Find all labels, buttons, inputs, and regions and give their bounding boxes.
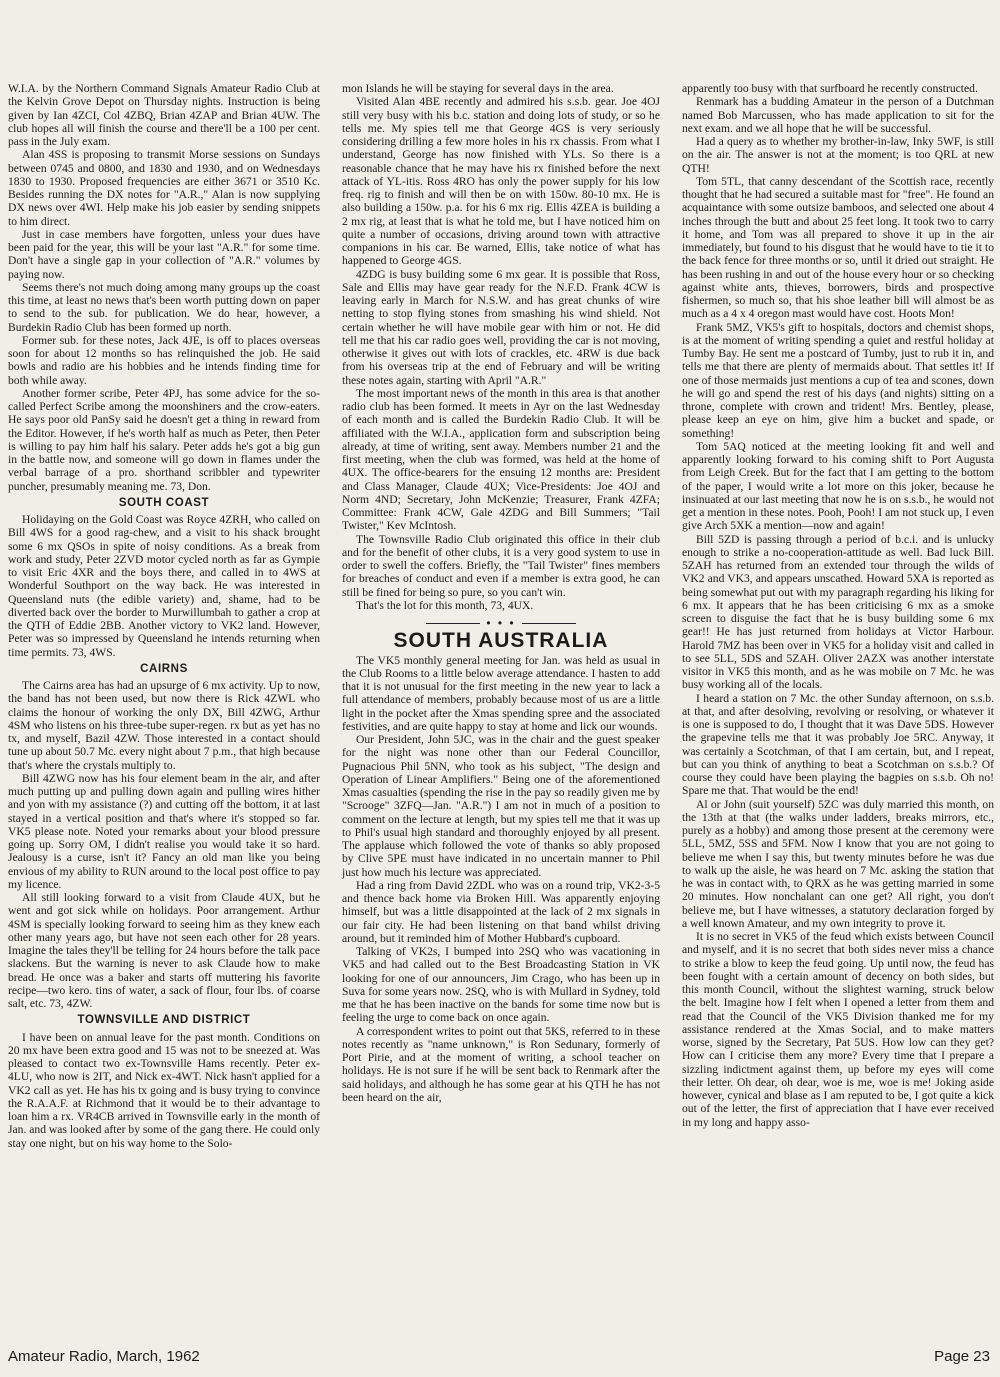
paragraph: apparently too busy with that surfboard he recently constructed. xyxy=(682,82,978,95)
footer-page-number: Page 23 xyxy=(934,1348,990,1365)
paragraph: A correspondent writes to point out that 5KS, referred to in these notes recently as "name unknown," is Ron Sedunary, formerly of Port Pirie, and at the moment of writing, a school teacher on holidays. He is not sure if he will be sent back to Renmark after the said holidays, and although he has some gear at his QTH he has not been heard on the air, xyxy=(342,1024,660,1104)
column-middle xyxy=(342,82,660,1104)
paragraph: Former sub. for these notes, Jack 4JE, is off to places overseas soon for about 12 months so has relinquished the job. He said bowls and radio are his hobbies and he intends finding time for both while away. xyxy=(8,333,320,387)
paragraph: Talking of VK2s, I bumped into 2SQ who was vacationing in VK5 and had called out to the Best Broadcasting Station in VK looking for one of our announcers, Jim Crago, who has been up in Suva for some years now. 2SQ, who is with Mullard in Sydney, told me that he has been inactive on the bands for some time now but is feeling the urge to come back on once again. xyxy=(342,945,660,1025)
paragraph: The Cairns area has had an upsurge of 6 mx activity. Up to now, the band has not been used, but now there is Rick 4ZWL who claims the honour of working the only DX, Bill 4ZWG, Arthur 4SM who listens on his three-tube super-regen. rx but as yet has no tx, and myself, Bazil 4ZW. Those interested in a contact should tune up about 50.7 Mc. every night about 7 p.m., that high because that's where the crystals multiply to. xyxy=(8,679,320,772)
paragraph: That's the lot for this month, 73, 4UX. xyxy=(356,598,534,612)
paragraph: Tom 5TL, that canny descendant of the Scottish race, recently thought that he had secured a suitable mast for "free". He found an acquaintance with some outsize bamboos, and selected one about 4 inches through the butt and about 25 feet long. It took two to carry it home, and Tom was all prepared to shove it up in the air immediately, but found to his disgust that he would have to tie it to the back fence for three months or so, until it dried out straight. He has been rushing in and out of the house every hour or so checking against white ants, thieves, borrowers, birds and prospective fishermen, so much so, that his shoe leather bill will almost be as much as a 4 x 4 oregon mast would have cost. Hoots Mon! xyxy=(682,174,994,321)
paragraph: Renmark has a budding Amateur in the person of a Dutchman named Bob Marcussen, who has made application to sit for the next exam. and we all hope that he will be successful. xyxy=(682,95,994,135)
paragraph: 4ZDG is busy building some 6 mx gear. It is possible that Ross, Sale and Ellis may have gear ready for the N.F.D. Frank 4CW is leaving early in March for N.S.W. and has great chunks of wire netting to stop flying stones from smashing his wind shield. Not certain whether he will have mobile gear with him or not. He did tell me that his car radio goes well, providing the car is not moving, otherwise it gives out with lots of crackles, etc. 4RW is due back from his overseas trip at the end of February and will be writing these notes again, starting with April "A.R." xyxy=(342,267,660,387)
footer-publication: Amateur Radio, March, 1962 xyxy=(8,1348,200,1365)
column-left xyxy=(8,82,320,1150)
paragraph: I heard a station on 7 Mc. the other Sunday afternoon, on s.s.b. at that, and after desolving, revolving or resolving, or whatever it is one is supposed to do, I thought that it was Dave 5DS. However the grapevine tells me that it was probably Joe 5RC. Anyway, it was certainly a Scotchman, of that I am certain, but, and I repeat, but can you think of anything to beat a Scotchman on s.s.b.? Of course they could have been playing the bagpies on s.s.b. Oh no! Spare me that. That would be the end! xyxy=(682,691,994,798)
paragraph: Tom 5AQ noticed at the meeting looking fit and well and apparently looking forward to his coming shift to Port Augusta from Leigh Creek. But for the fact that I am getting to the bottom of the paper, I would write a lot more on this joker, because he insinuated at our last meeting that now he is on s.s.b., he would not get a mention in these notes. Pooh, Pooh! I am not stuck up, I even give Arch 5XK a mention—now and again! xyxy=(682,439,994,533)
section-heading: SOUTH COAST xyxy=(118,496,210,509)
paragraph: mon Islands he will be staying for several days in the area. xyxy=(342,82,614,95)
paragraph: Seems there's not much doing among many groups up the coast this time, at least no news that's been worth putting down on paper to send to the sub. for publication. We do hear, however, a Burdekin Radio Club has been formed up north. xyxy=(8,280,320,334)
paragraph: W.I.A. by the Northern Command Signals Amateur Radio Club at the Kelvin Grove Depot on Thursday nights. Instruction is being given by Ian 4ZCI, Col 4ZBQ, Brian 4ZAP and Brian 4UW. The club hopes all will finish the course and there'll be a 100 per cent. pass in the July exam. xyxy=(8,82,320,148)
paragraph: The Townsville Radio Club originated this office in their club and for the benefit of other clubs, it is a very good system to use in order to swell the coffers. Briefly, the "Tail Twister" fines members for breaches of conduct and even if a member is extra good, he can still be fined for being so pure, so you can't win. xyxy=(342,532,660,599)
paragraph: Bill 5ZD is passing through a period of b.c.i. and is unlucky enough to strike a no-cooperation-attitude as well. Bad luck Bill. 5ZAH has returned from an extended tour through the wilds of VK2 and VK3, and appears unscathed. Howard 5XA is reported as being somewhat put out with my paragraph regarding his liking for 6 mx. It appears that he has been criticising 6 mx as a smoke screen to disguise the fact that he is busy building some 6 mx gear!! He has just returned from holidays at Victor Harbour. Harold 7MZ has been over in VK5 for a holiday visit and called in to see 5LL, 5DS and 5ZAH. Oliver 2AZX was another interstate visitor in VK5 this month, and as he was mobile on 7 Mc. he was busy working all of the locals. xyxy=(682,532,994,692)
paragraph: Holidaying on the Gold Coast was Royce 4ZRH, who called on Bill 4WS for a good rag-chew, and a visit to his shack brought some 6 mx QSOs in spite of noisy conditions. As a break from work and study, Peter 2ZVD motor cycled north as far as Gympie to visit Eric 4XR and the boys there, and called in to 4WS at Wonderful Southport on the way back. He was interested in Queensland nuts (the edible variety) and, shame, had to be diverted back over the border to Murwillumbah to gather a crop at the QTH of Eddie 2BB. Another victory to VK2 land. However, Peter was so impressed by Queensland he intends returning when time permits. 73, 4WS. xyxy=(8,513,320,659)
paragraph: Al or John (suit yourself) 5ZC was duly married this month, on the 13th at that (the walks under ladders, breaks mirrors, etc., purely as a hobby) and among those present at the ceremony were 5LL, 5MZ, 5SS and 5FM. Now I know that you are not going to believe me when I say this, but twenty minutes before he was due to walk up the aisle, he was heard on 7 Mc. asking the station that he was in contact with, to QRX as he was getting married in some 20 minutes. How nonchalant can one get? All right, you don't believe me, but I have witnesses, a statutory declaration forged by a well known Amateur, and my own integrity to prove it. xyxy=(682,797,994,930)
section-title: SOUTH AUSTRALIA xyxy=(393,629,609,653)
paragraph: Had a ring from David 2ZDL who was on a round trip, VK2-3-5 and thence back home via Broken Hill. Was apparently enjoying himself, but was a little disappointed at the lack of 2 mx signals in our fair city. He had been listening on that band whilst driving around, but it reminded him of Mother Hubbard's cupboard. xyxy=(342,878,660,945)
paragraph: Another former scribe, Peter 4PJ, has some advice for the so-called Perfect Scribe among the moonshiners and the crow-eaters. He says poor old PanSy said he doesn't get a thing in reward from the Editor. However, if he's worth half as much as Peter, then Peter is willing to pay him half his salary. Peter adds he's got a big gun in the battle now, and someone will go down in flames under the verbal barrage of a pro. shorthand scribbler and typewriter puncher, presumably meaning me. 73, Don. xyxy=(8,386,320,493)
paragraph: Our President, John 5JC, was in the chair and the guest speaker for the night was none other than our Federal Councillor, Pugnacious Phil 5NN, who took as his subject, "The design and Operation of Linear Amplifiers." Being one of the aforementioned Xmas casualties (spending the rise in the pay so readily given me by "Scrooge" 3ZFQ—Jan. "A.R.") I am not in much of a position to comment on the lecture at length, but my spies tell me that it was up to Phil's usual high standard and thoroughly enjoyed by all present. The applause which followed the vote of thanks so ably proposed by Clive 5PE must have indicated in no uncertain manner to Phil just how much his lecture was appreciated. xyxy=(342,733,660,879)
paragraph: Alan 4SS is proposing to transmit Morse sessions on Sundays between 0745 and 0800, and 1830 and 1930, and on Wednesdays 1830 to 1930. Proposed frequencies are either 3671 or 3510 Kc. Besides running the DX notes for "A.R.," Alan is now supplying DX news over 4WI. Help make his job easier by sending snippets to him direct. xyxy=(8,148,320,228)
paragraph: The VK5 monthly general meeting for Jan. was held as usual in the Club Rooms to a little below average attendance. I hasten to add that it is not unusual for the first meeting in the new year to lack a full attendance of members, probably because most of us are a little light in the pocket after the Xmas spending spree and the associated festivities, and are quite happy to stay at home and lick our wounds. xyxy=(342,653,660,733)
paragraph: I have been on annual leave for the past month. Conditions on 20 mx have been extra good and 15 was not to be sneezed at. Was pleased to contact two ex-Townsville Hams recently. Peter ex-4LU, who now is 2IT, and Nick ex-4WT. Nick hasn't applied for a VK2 call as yet. He has his tx going and is busy trying to convince the R.A.A.F. at Richmond that it would be to their advantage to loan him a rx. VR4CB arrived in Townsville early in the month of Jan. and was looked after by some of the gang there. He could only stay one night, but on his way home to the Solo- xyxy=(8,1030,320,1150)
paragraph: All still looking forward to a visit from Claude 4UX, but he went and got sick while on holidays. Poor arrangement. Arthur 4SM is specially looking forward to seeing him as they knew each other many years ago, but have not seen each other for 28 years. Imagine the tales they'll be telling for 24 hours before the talk pace slackens. But the warning is never to ask Claude how to make bread. He once was a baker and starts off muttering his favorite recipe—two kero. tins of water, a sack of flour, four lbs. of coarse salt, etc. 73, 4ZW. xyxy=(8,891,320,1010)
paragraph: Just in case members have forgotten, unless your dues have been paid for the year, this will be your last "A.R." for some time. Don't have a single gap in your collection of "A.R." volumes by paying now. xyxy=(8,227,320,281)
paragraph: The most important news of the month in this area is that another radio club has been formed. It meets in Ayr on the last Wednesday of each month and is called the Burdekin Radio Club. It will be affiliated with the W.I.A., application form and subscription being already, at time of writing, sent away. Members number 21 and the first meeting, when the club was formed, was held at the home of 4UX. The office-bearers for the ensuing 12 months are: President and Class Manager, Claude 4UX; Vice-Presidents: Joe 4OJ and Norm 4ND; Secretary, John McKenzie; Treasurer, Frank 4ZFA; Committee: Frank 4CW, Gale 4ZDG and Bill Summers; "Tail Twister," Kev McIntosh. xyxy=(342,386,660,533)
section-divider: • • • xyxy=(342,617,660,630)
paragraph: Visited Alan 4BE recently and admired his s.s.b. gear. Joe 4OJ still very busy with his b.c. station and doing lots of study, or so he tells me. My spies tell me that George 4GS is very seriously considering drilling a few more holes in his rx chassis. From what I understand, George has now finished with YLs. So there is a reasonable chance that he may have his rx finished before the next attack of YL-itis. Ross 4RO has only the power supply for his low freq. rig to finish and will then be on with 150w. 80-10 mx. He is also building a 150w. p.a. for his 6 mx rig. Ellis 4ZEA is building a 2 mx rig, at least that is what he told me, but I have noticed him on quite a number of occasions, driving around town with attractive companions in his car. Be warned, Ellis, take notice of what has happened to George 4GS. xyxy=(342,95,660,268)
paragraph: Frank 5MZ, VK5's gift to hospitals, doctors and chemist shops, is at the moment of writing spending a quiet and restful holiday at Tumby Bay. He sent me a postcard of Tumby, just to rub it in, and tells me that there are plenty of mermaids about. That settles it! If one of those mermaids just mentions a cup of tea and scones, down he will go and spend the rest of his days (and nights) sitting on a throne, complete with crown and trident! Mrs. Bentley, please, please keep an eye on him, give him a bucket and spade, or something! xyxy=(682,320,994,440)
paragraph: It is no secret in VK5 of the feud which exists between Council and myself, and it is no secret that both sides never miss a chance to strike a blow to keep the feud going. Up until now, the feud has been fought with a certain amount of decency on both sides, but this month Council, without the slightest warning, struck below the belt. Imagine how I felt when I opened a letter from them and read that the Council of the VK5 Division thanked me for my assistance rendered at the Xmas Social, and to make matters worse, signed by the Secretary, Pat 5US. How low can they get? How can I criticise them any more? Every time that I prepare a sizzling indictment against them, up before my eyes will come their letter. Oh dear, oh dear, woe is me, woe is me! Joking aside however, cynical and blase as I am reputed to be, I got quite a kick out of the letter, the first of appreciation that I have ever received in my long and happy asso- xyxy=(682,930,994,1129)
section-heading: TOWNSVILLE AND DISTRICT xyxy=(77,1014,251,1027)
paragraph: Had a query as to whether my brother-in-law, Inky 5WF, is still on the air. The answer is not at the moment; is too QRL at new QTH! xyxy=(682,135,994,175)
paragraph: Bill 4ZWG now has his four element beam in the air, and after much putting up and pulling down again and pulling wires hither and yon with my assistance (?) and cutting off the bottom, it at last stayed in a vertical position and that's where it's stopped so far. VK5 please note. Noted your remarks about your blood pressure going up. Sorry OM, I didn't realise you would take it so hard. Jealousy is a curse, isn't it? Fancy an old man like you being envious of my ability to RUN around to the local post office to pay my licence. xyxy=(8,771,320,891)
section-heading: CAIRNS xyxy=(140,662,188,675)
column-right xyxy=(682,82,994,1129)
